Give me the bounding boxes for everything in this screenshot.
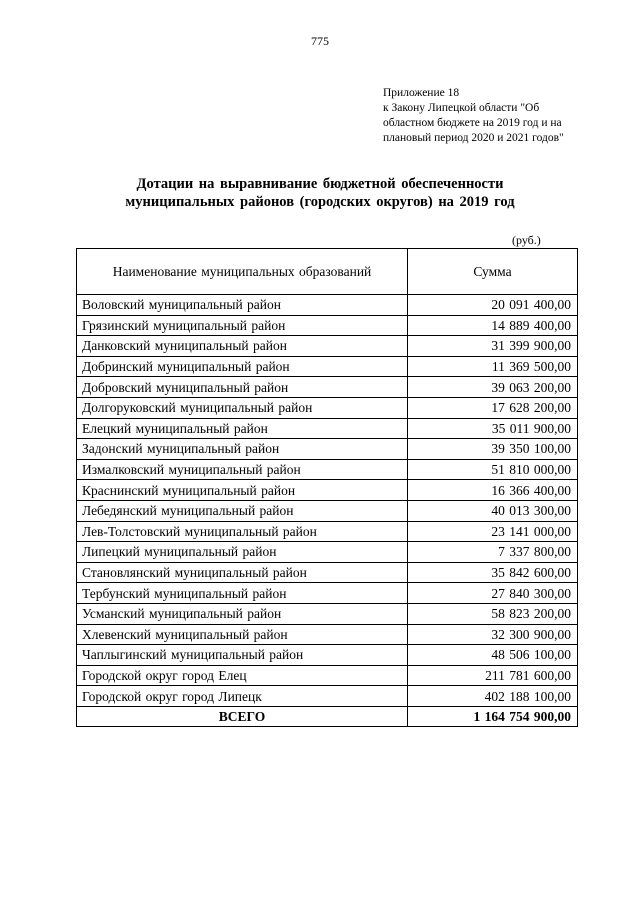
table-row: [77, 480, 578, 501]
table-row: [77, 562, 578, 583]
municipality-name: Воловский муниципальный район: [77, 295, 408, 316]
amount-value: 11 369 500,00: [408, 356, 578, 377]
municipality-name: Усманский муниципальный район: [77, 603, 408, 624]
table-body: [77, 295, 578, 727]
appendix-note: [383, 86, 583, 146]
municipality-name: Лебедянский муниципальный район: [77, 500, 408, 521]
table-row: [77, 665, 578, 686]
municipality-name: Добринский муниципальный район: [77, 356, 408, 377]
amount-value: 40 013 300,00: [408, 500, 578, 521]
table-row: [77, 603, 578, 624]
table-row: [77, 624, 578, 645]
document-title: [0, 175, 640, 211]
amount-value: 48 506 100,00: [408, 645, 578, 666]
municipality-name: Липецкий муниципальный район: [77, 542, 408, 563]
header-amount: Сумма: [408, 249, 578, 295]
municipality-name: Долгоруковский муниципальный район: [77, 397, 408, 418]
table-row: [77, 686, 578, 707]
table-header-row: [77, 249, 578, 295]
table-row: [77, 315, 578, 336]
appendix-line: к Закону Липецкой области "Об: [383, 102, 540, 114]
amount-value: 39 350 100,00: [408, 439, 578, 460]
title-line-1: Дотации на выравнивание бюджетной обеспеченности: [136, 176, 504, 192]
amount-value: 17 628 200,00: [408, 397, 578, 418]
total-amount: 1 164 754 900,00: [408, 706, 578, 727]
table-row: [77, 583, 578, 604]
municipality-name: Лев-Толстовский муниципальный район: [77, 521, 408, 542]
total-row: [77, 706, 578, 727]
amount-value: 58 823 200,00: [408, 603, 578, 624]
amount-value: 23 141 000,00: [408, 521, 578, 542]
amount-value: 51 810 000,00: [408, 459, 578, 480]
appendix-line: областном бюджете на 2019 год и на: [383, 117, 562, 129]
table-row: [77, 500, 578, 521]
municipality-name: Задонский муниципальный район: [77, 439, 408, 460]
title-line-2: муниципальных районов (городских округов) на 2019 год: [125, 194, 515, 210]
table-row: [77, 521, 578, 542]
appendix-line: плановый период 2020 и 2021 годов": [383, 132, 564, 144]
header-name: Наименование муниципальных образований: [77, 249, 408, 295]
amount-value: 39 063 200,00: [408, 377, 578, 398]
amount-value: 32 300 900,00: [408, 624, 578, 645]
municipality-name: Краснинский муниципальный район: [77, 480, 408, 501]
municipality-name: Становлянский муниципальный район: [77, 562, 408, 583]
amount-value: 20 091 400,00: [408, 295, 578, 316]
table-row: [77, 439, 578, 460]
table-row: [77, 377, 578, 398]
amount-value: 35 011 900,00: [408, 418, 578, 439]
table-row: [77, 397, 578, 418]
amount-value: 14 889 400,00: [408, 315, 578, 336]
amount-value: 27 840 300,00: [408, 583, 578, 604]
amount-value: 16 366 400,00: [408, 480, 578, 501]
table-row: [77, 295, 578, 316]
municipality-name: Данковский муниципальный район: [77, 336, 408, 357]
municipality-name: Грязинский муниципальный район: [77, 315, 408, 336]
amount-value: 7 337 800,00: [408, 542, 578, 563]
table-row: [77, 418, 578, 439]
municipality-name: Хлевенский муниципальный район: [77, 624, 408, 645]
municipality-name: Чаплыгинский муниципальный район: [77, 645, 408, 666]
subsidies-table: [76, 248, 578, 727]
table-row: [77, 645, 578, 666]
total-label: ВСЕГО: [77, 706, 408, 727]
table-row: [77, 356, 578, 377]
amount-value: 402 188 100,00: [408, 686, 578, 707]
municipality-name: Елецкий муниципальный район: [77, 418, 408, 439]
table-row: [77, 459, 578, 480]
municipality-name: Измалковский муниципальный район: [77, 459, 408, 480]
amount-value: 35 842 600,00: [408, 562, 578, 583]
amount-value: 211 781 600,00: [408, 665, 578, 686]
page-number: 775: [311, 34, 329, 48]
amount-value: 31 399 900,00: [408, 336, 578, 357]
municipality-name: Городской округ город Елец: [77, 665, 408, 686]
table-row: [77, 542, 578, 563]
unit-label: (руб.): [512, 233, 541, 247]
municipality-name: Городской округ город Липецк: [77, 686, 408, 707]
municipality-name: Добровский муниципальный район: [77, 377, 408, 398]
table-row: [77, 336, 578, 357]
municipality-name: Тербунский муниципальный район: [77, 583, 408, 604]
appendix-line: Приложение 18: [383, 87, 460, 99]
